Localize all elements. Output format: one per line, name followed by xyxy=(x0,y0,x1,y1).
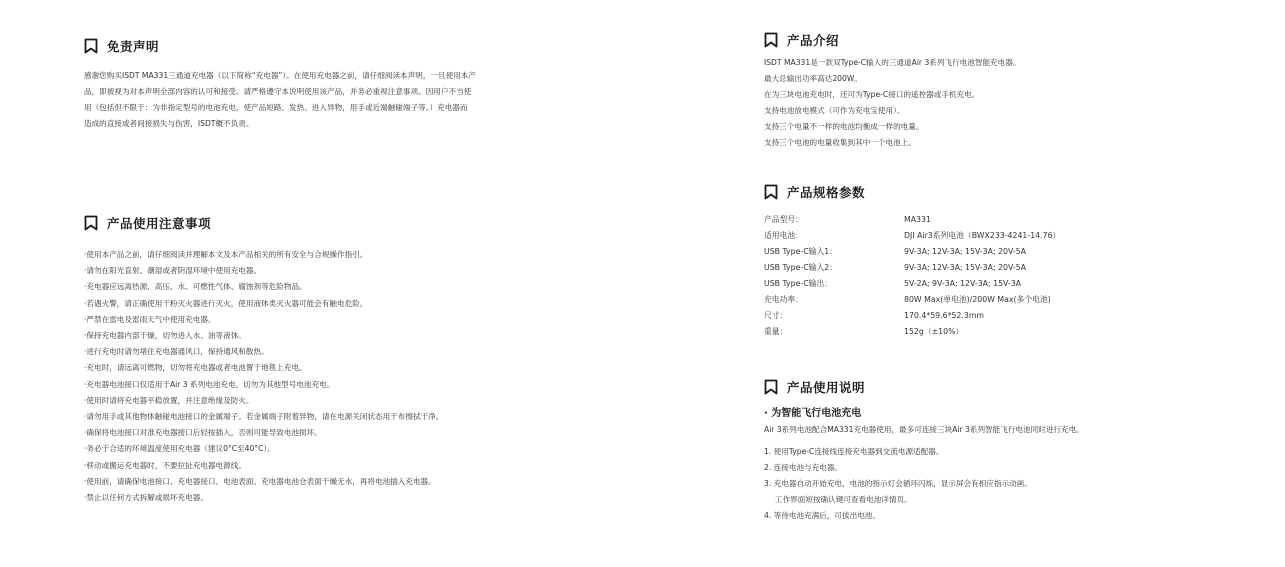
list-item: ·保持充电器内部干燥，切勿进入水、油等液体。 xyxy=(84,331,246,341)
intro-line: 在为三块电池充电时，还可为Type-C接口的遥控器或手机充电。 xyxy=(764,90,980,99)
list-item: ·严禁在雷电及雷雨天气中使用充电器。 xyxy=(84,314,216,324)
list-item: ·请勿在阳光直射、潮湿或者阴湿环境中使用充电器。 xyxy=(84,266,262,276)
specs-section xyxy=(764,182,1234,340)
table-row xyxy=(764,228,1234,244)
spec-value: DJI Air3系列电池（BWX233-4241-14.76） xyxy=(904,231,1061,240)
list-item: ·充电器电池接口仅适用于Air 3 系列电池充电，切勿为其他型号电池充电。 xyxy=(84,379,335,389)
intro-line: ISDT MA331是一款双Type-C输入的三通道Air 3系列飞行电池智能充电器。 xyxy=(764,58,1021,67)
table-row xyxy=(764,324,1234,340)
list-item: ·请勿用手或其他物体触碰电池接口的金属端子。若金属端子附着异物，请在电源关闭状态用干布擦拭干净。 xyxy=(84,412,444,422)
spec-key: USB Type-C输入2： xyxy=(764,263,837,272)
spec-key: USB Type-C输入1： xyxy=(764,247,837,256)
list-item: ·禁止以任何方式拆解或损坏充电器。 xyxy=(84,493,208,503)
intro-line: 支持三个电量不一样的电池均衡成一样的电量。 xyxy=(764,122,924,131)
disclaimer-line: 感谢您购买ISDT MA331三通道充电器（以下简称“充电器”）。在使用充电器之前，请仔细阅读本声明，一旦使用本产 xyxy=(84,71,476,80)
disclaimer-title: 免责声明 xyxy=(107,39,160,54)
table-row xyxy=(764,276,1234,292)
spec-value: 5V-2A; 9V-3A; 12V-3A; 15V-3A xyxy=(904,279,1022,288)
intro-line: 支持电池放电模式（可作为充电宝使用）。 xyxy=(764,106,905,115)
precautions-section xyxy=(84,213,584,506)
intro-title: 产品介绍 xyxy=(787,33,840,48)
usage-section xyxy=(764,377,1234,524)
spec-value: 170.4*59.6*52.3mm xyxy=(904,311,985,320)
table-row xyxy=(764,308,1234,324)
table-row xyxy=(764,260,1234,276)
list-item: ·确保将电池接口对准充电器接口后轻按插入，否则可能导致电池损坏。 xyxy=(84,428,322,438)
table-row xyxy=(764,212,1234,228)
disclaimer-header xyxy=(84,36,584,56)
disclaimer-line: 品，即被视为对本声明全部内容的认可和接受。请严格遵守本说明使用该产品，并务必重视注意事项。因用户不当使 xyxy=(84,87,472,96)
list-item: ·移动或搬运充电器时，不要拉扯充电器电源线。 xyxy=(84,460,246,470)
spec-key: 适用电池： xyxy=(764,231,803,240)
bookmark-icon xyxy=(764,32,778,48)
precautions-header xyxy=(84,213,584,233)
spec-key: 产品型号： xyxy=(764,215,803,224)
list-item: ·使用时请将充电器平稳放置，并注意绝缘及防火。 xyxy=(84,395,254,405)
disclaimer-line: 用（包括但不限于：为非指定型号的电池充电，使产品短路、发热、进入异物，用手或近端触碰端子等。）充电器而 xyxy=(84,103,468,112)
precautions-title: 产品使用注意事项 xyxy=(107,216,212,231)
spec-value: 9V-3A; 12V-3A; 15V-3A; 20V-5A xyxy=(904,263,1026,272)
usage-steps xyxy=(764,444,1234,524)
spec-value: 152g（±10%） xyxy=(904,327,964,336)
list-item: ·进行充电时请勿堵住充电器通风口，保持通风和散热。 xyxy=(84,347,269,357)
list-item: ·使用前，请确保电池接口、充电器接口、电池表面、充电器电池仓表面干燥无水，再将电池插入充电器。 xyxy=(84,476,436,486)
usage-title: 产品使用说明 xyxy=(787,380,866,395)
disclaimer-section xyxy=(84,36,584,132)
precautions-list xyxy=(84,247,584,506)
intro-line: 最大总输出功率高达200W。 xyxy=(764,74,862,83)
specs-header xyxy=(764,182,1234,202)
list-item: ·充电器应远离热源、高压、水、可燃性气体、腐蚀剂等危险物品。 xyxy=(84,282,307,292)
list-item: ·若遇火警，请正确使用干粉灭火器进行灭火，使用液体类灭火器可能会有触电危险。 xyxy=(84,298,368,308)
list-item: 工作界面短按确认键可查看电池详情页。 xyxy=(775,495,912,504)
specs-title: 产品规格参数 xyxy=(787,185,866,200)
list-item: ·充电时，请远离可燃物，切勿将充电器或者电池置于地毯上充电。 xyxy=(84,363,307,373)
spec-key: 重量： xyxy=(764,327,788,336)
disclaimer-body xyxy=(84,68,584,132)
list-item: 1. 使用Type-C连接线连接充电器到交流电源适配器。 xyxy=(764,447,944,456)
list-item: 2. 连接电池与充电器。 xyxy=(764,463,843,472)
bookmark-icon xyxy=(764,379,778,395)
intro-header xyxy=(764,30,1234,50)
intro-section xyxy=(764,30,1234,151)
usage-subtitle: · 为智能飞行电池充电 xyxy=(764,408,862,419)
spec-value: 9V-3A; 12V-3A; 15V-3A; 20V-5A xyxy=(904,247,1026,256)
table-row xyxy=(764,244,1234,260)
spec-key: USB Type-C输出： xyxy=(764,279,833,288)
usage-header xyxy=(764,377,1234,397)
list-item: 3. 充电器自动开始充电，电池的指示灯会循环闪烁，显示屏会有相应指示动画。 xyxy=(764,479,1032,488)
table-row xyxy=(764,292,1234,308)
bookmark-icon xyxy=(764,184,778,200)
list-item: ·务必于合适的环境温度使用充电器（建议0°C至40°C）。 xyxy=(84,444,275,454)
bookmark-icon xyxy=(84,215,98,231)
intro-line: 支持三个电池的电量收集到其中一个电池上。 xyxy=(764,138,916,147)
spec-value: MA331 xyxy=(904,215,931,224)
usage-description: Air 3系列电池配合MA331充电器使用，最多可连接三块Air 3系列智能飞行电池同时进行充电。 xyxy=(764,425,1084,434)
disclaimer-line: 造成的直接或者间接损失与伤害，ISDT概不负责。 xyxy=(84,119,254,128)
intro-body xyxy=(764,55,1234,151)
spec-key: 尺寸： xyxy=(764,311,788,320)
list-item: ·使用本产品之前，请仔细阅读并理解本文及本产品相关的所有安全与合规操作指引。 xyxy=(84,250,368,259)
spec-value: 80W Max(单电池)/200W Max(多个电池) xyxy=(904,295,1051,304)
spec-key: 充电功率： xyxy=(764,295,803,304)
bookmark-icon xyxy=(84,38,98,54)
list-item: 4. 等待电池充满后，可拔出电池。 xyxy=(764,511,880,520)
specs-table xyxy=(764,212,1234,340)
